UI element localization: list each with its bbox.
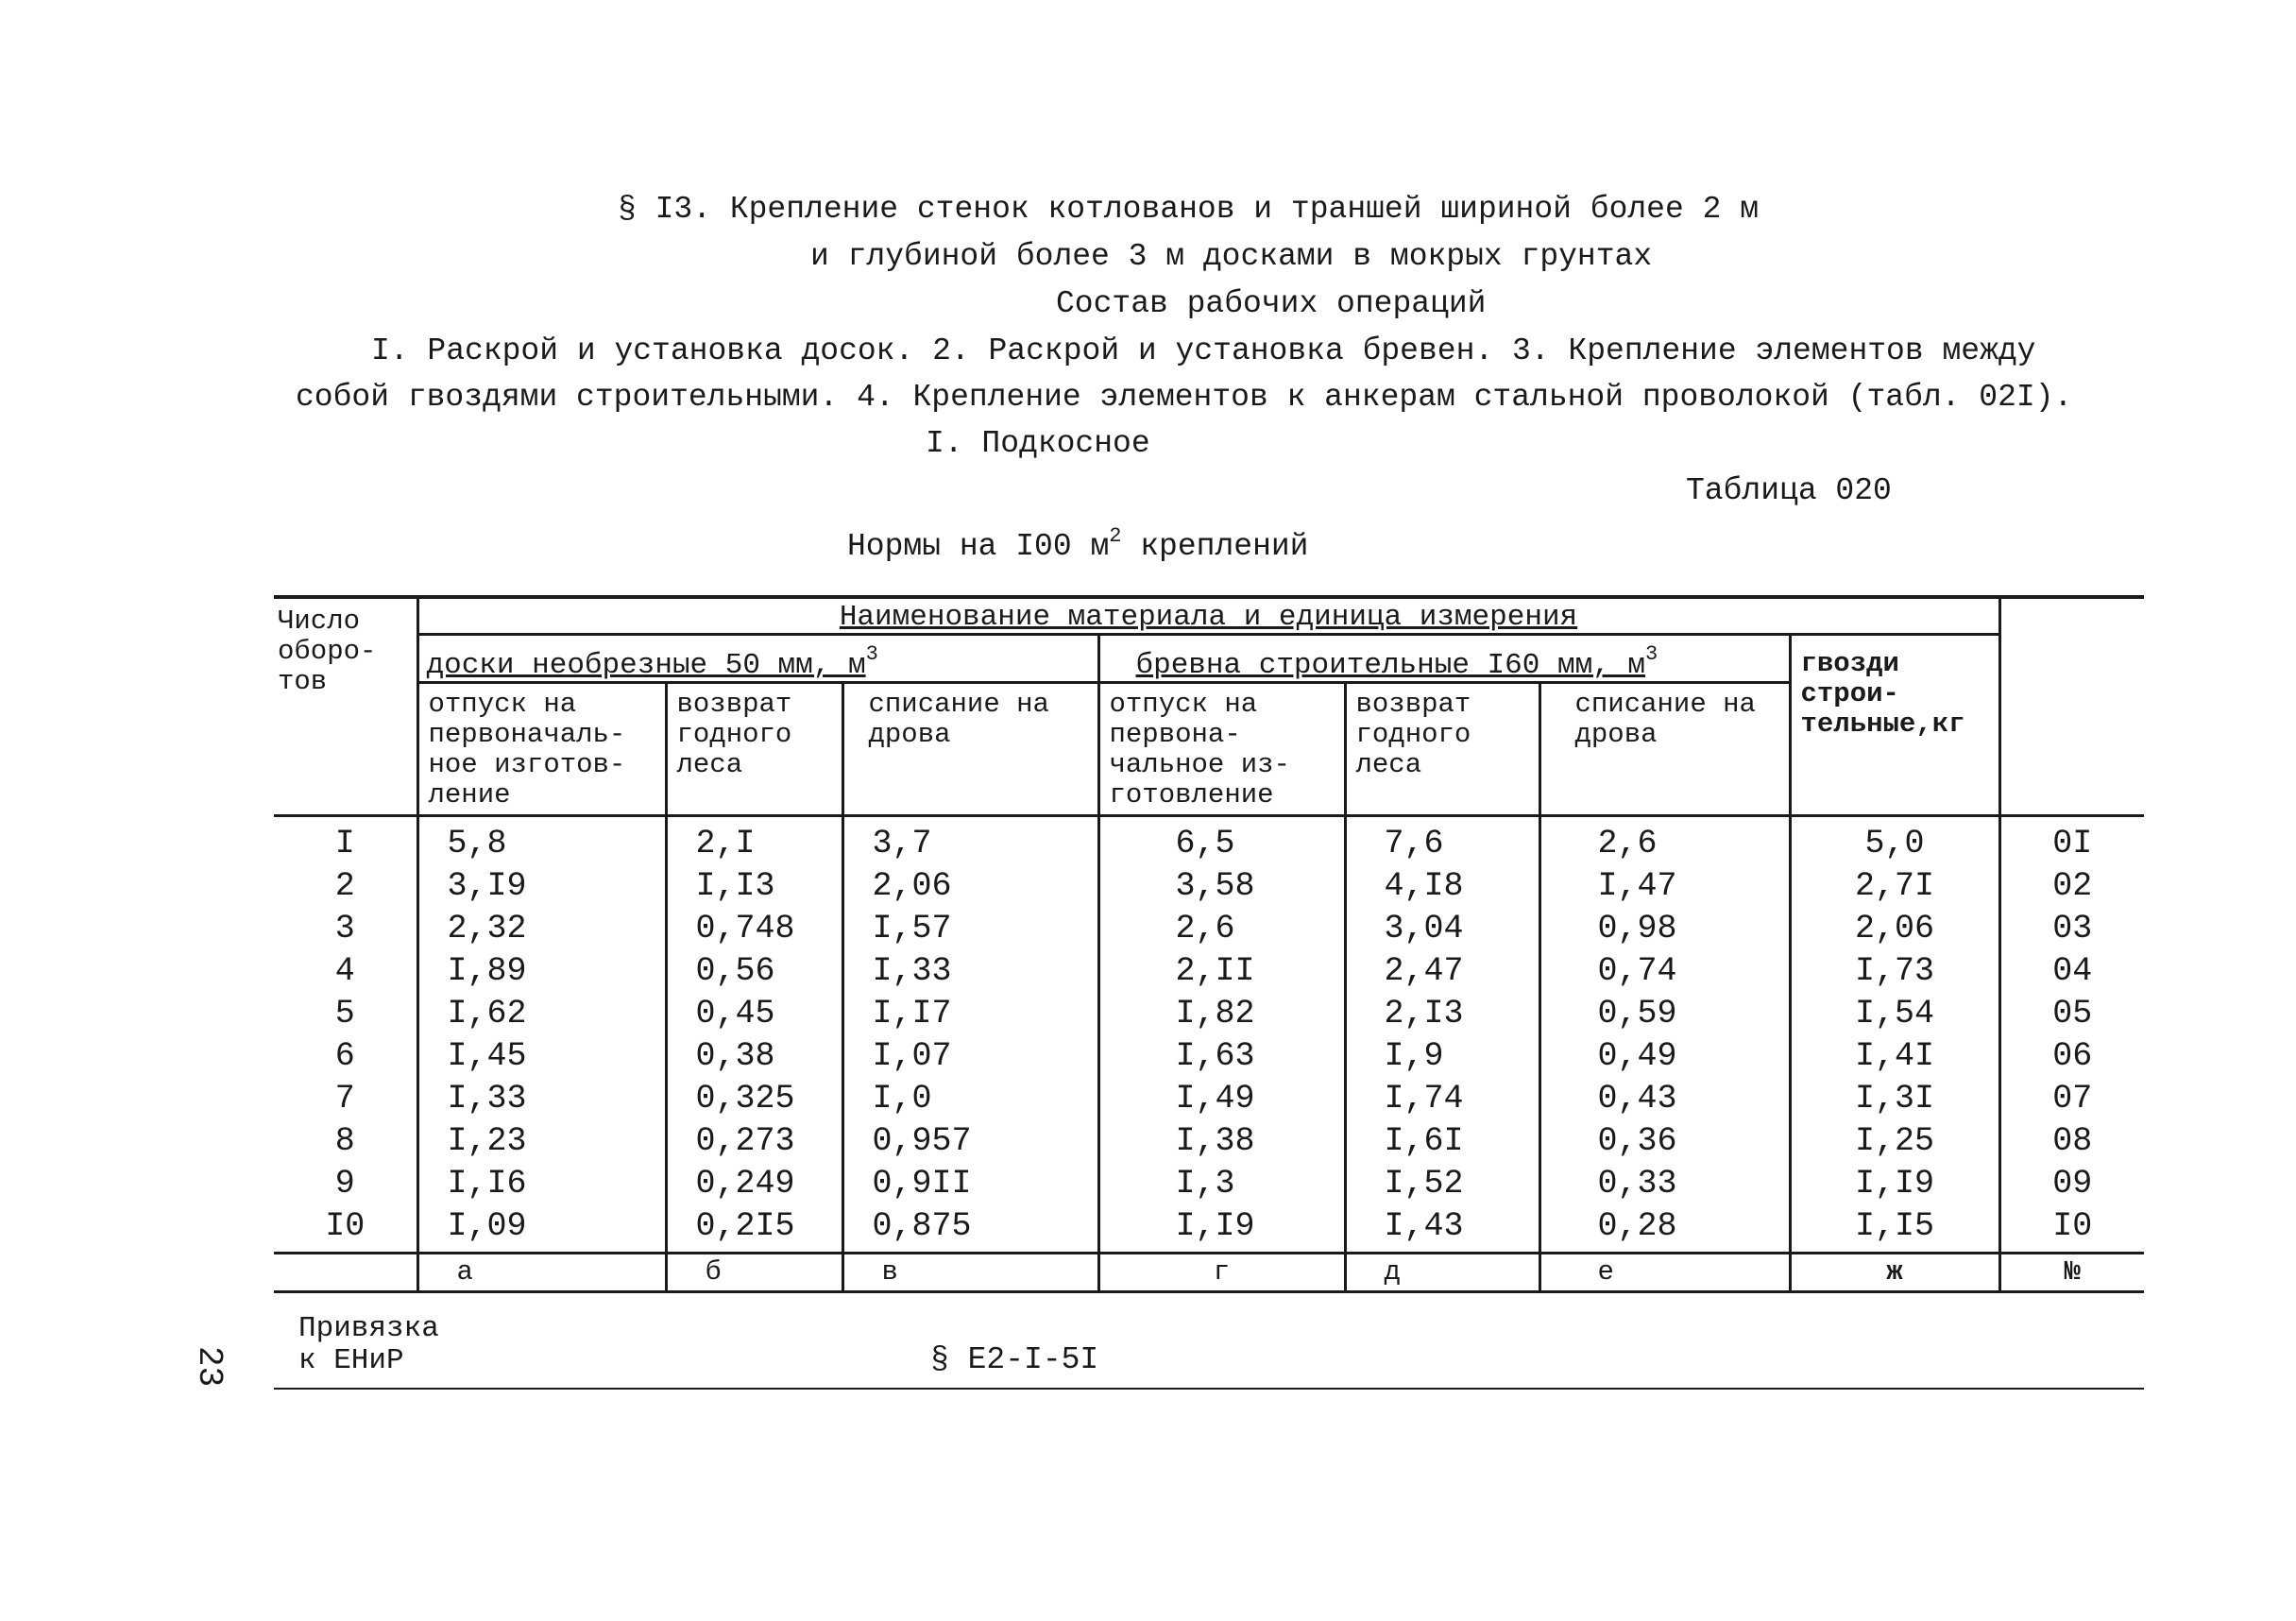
table-label: Таблица 020 xyxy=(1686,473,1892,508)
column-letter: № xyxy=(1999,1254,2144,1292)
cell-g: 2,II xyxy=(1098,950,1345,993)
table-row xyxy=(274,993,2144,1035)
header-writeoff-logs: списание на дрова xyxy=(1539,683,1790,816)
cell-zh: I,I9 xyxy=(1790,1163,1999,1205)
cell-g: I,49 xyxy=(1098,1078,1345,1120)
cell-code: 03 xyxy=(1999,908,2144,950)
cell-a: 3,I9 xyxy=(417,865,666,908)
cell-g: I,I9 xyxy=(1098,1205,1345,1254)
cell-g: I,38 xyxy=(1098,1120,1345,1163)
cell-b: 0,249 xyxy=(666,1163,842,1205)
column-letter: в xyxy=(842,1254,1098,1292)
column-letter: е xyxy=(1539,1254,1790,1292)
boards-group-exponent: 3 xyxy=(865,642,878,666)
cell-b: 0,325 xyxy=(666,1078,842,1120)
cell-d: 7,6 xyxy=(1345,816,1539,866)
cell-v: I,07 xyxy=(842,1035,1098,1078)
cell-d: 3,04 xyxy=(1345,908,1539,950)
cell-v: I,33 xyxy=(842,950,1098,993)
cell-v: I,57 xyxy=(842,908,1098,950)
header-code-empty xyxy=(1999,597,2144,816)
cell-e: I,47 xyxy=(1539,865,1790,908)
cell-code: 05 xyxy=(1999,993,2144,1035)
cell-e: 0,43 xyxy=(1539,1078,1790,1120)
cell-zh: I,4I xyxy=(1790,1035,1999,1078)
cell-turnovers: I0 xyxy=(325,1207,366,1245)
cell-zh: I,54 xyxy=(1790,993,1999,1035)
cell-v: 0,875 xyxy=(842,1205,1098,1254)
table-row xyxy=(274,1078,2144,1120)
cell-d: 2,47 xyxy=(1345,950,1539,993)
section-title: § I3. Крепление стенок котлованов и траншей шириной более 2 м xyxy=(618,192,1759,227)
table-row xyxy=(274,908,2144,950)
table-header xyxy=(274,597,2144,816)
header-material-text: Наименование материала и единица измерения xyxy=(839,601,1578,634)
cell-zh: I,I5 xyxy=(1790,1205,1999,1254)
cell-code: 04 xyxy=(1999,950,2144,993)
norms-caption-prefix: Нормы на I00 м xyxy=(847,529,1110,564)
column-letters-row xyxy=(274,1254,2144,1292)
cell-turnovers: 9 xyxy=(334,1165,355,1203)
cell-v: 0,957 xyxy=(842,1120,1098,1163)
cell-g: 6,5 xyxy=(1098,816,1345,866)
cell-b: 0,2I5 xyxy=(666,1205,842,1254)
table-row xyxy=(274,865,2144,908)
operations-text-line2: собой гвоздями строительными. 4. Крепление элементов к анкерам стальной проволокой (табл. 02I). xyxy=(296,380,2073,415)
footer-rule xyxy=(274,1388,2144,1390)
cell-b: I,I3 xyxy=(666,865,842,908)
cell-v: I,I7 xyxy=(842,993,1098,1035)
cell-code: 08 xyxy=(1999,1120,2144,1163)
table-body xyxy=(274,816,2144,1254)
header-logs-group xyxy=(1098,635,1790,683)
cell-a: I,23 xyxy=(417,1120,666,1163)
cell-d: 2,I3 xyxy=(1345,993,1539,1035)
cell-a: 5,8 xyxy=(417,816,666,866)
operations-text-line1: I. Раскрой и установка досок. 2. Раскрой и установка бревен. 3. Крепление элементов между xyxy=(371,333,2036,368)
cell-v: 3,7 xyxy=(842,816,1098,866)
header-release-boards: отпуск на первоначаль-ное изготов-ление xyxy=(417,683,666,816)
cell-turnovers: 3 xyxy=(334,910,355,947)
cell-b: 2,I xyxy=(666,816,842,866)
header-turnover-count: Число оборо-тов xyxy=(274,597,417,816)
norms-caption xyxy=(847,518,1309,566)
enir-reference: § Е2-I-5I xyxy=(930,1342,1099,1377)
subsection-title: I. Подкосное xyxy=(926,426,1150,461)
cell-e: 0,49 xyxy=(1539,1035,1790,1078)
cell-d: I,6I xyxy=(1345,1120,1539,1163)
cell-e: 0,33 xyxy=(1539,1163,1790,1205)
norms-caption-suffix: креплений xyxy=(1121,529,1309,564)
cell-a: I,09 xyxy=(417,1205,666,1254)
table-row xyxy=(274,816,2144,866)
cell-turnovers: I xyxy=(334,825,355,862)
letter-blank xyxy=(274,1254,417,1292)
cell-e: 0,28 xyxy=(1539,1205,1790,1254)
norms-caption-exponent: 2 xyxy=(1109,524,1122,548)
cell-d: 4,I8 xyxy=(1345,865,1539,908)
cell-e: 0,59 xyxy=(1539,993,1790,1035)
header-return-boards: возврат годного леса xyxy=(666,683,842,816)
logs-group-text: бревна строительные I60 мм, м xyxy=(1135,649,1645,682)
cell-v: 2,06 xyxy=(842,865,1098,908)
cell-code: I0 xyxy=(1999,1205,2144,1254)
cell-turnovers: 4 xyxy=(334,952,355,990)
cell-zh: 2,06 xyxy=(1790,908,1999,950)
cell-code: 02 xyxy=(1999,865,2144,908)
cell-b: 0,56 xyxy=(666,950,842,993)
cell-d: I,43 xyxy=(1345,1205,1539,1254)
cell-b: 0,273 xyxy=(666,1120,842,1163)
column-letter: ж xyxy=(1790,1254,1999,1292)
cell-e: 0,74 xyxy=(1539,950,1790,993)
cell-code: 07 xyxy=(1999,1078,2144,1120)
cell-g: 3,58 xyxy=(1098,865,1345,908)
cell-a: I,I6 xyxy=(417,1163,666,1205)
binding-label-line2: к ЕНиР xyxy=(298,1344,404,1377)
cell-d: I,9 xyxy=(1345,1035,1539,1078)
cell-code: 09 xyxy=(1999,1163,2144,1205)
table-row xyxy=(274,1120,2144,1163)
page-number: 23 xyxy=(190,1346,229,1388)
cell-code: 06 xyxy=(1999,1035,2144,1078)
binding-label-line1: Привязка xyxy=(298,1312,439,1345)
cell-b: 0,45 xyxy=(666,993,842,1035)
header-boards-group xyxy=(417,635,1098,683)
cell-g: 2,6 xyxy=(1098,908,1345,950)
operations-title: Состав рабочих операций xyxy=(1056,286,1487,321)
column-letter: г xyxy=(1098,1254,1345,1292)
cell-turnovers: 6 xyxy=(334,1037,355,1075)
column-letter: д xyxy=(1345,1254,1539,1292)
cell-a: 2,32 xyxy=(417,908,666,950)
logs-group-exponent: 3 xyxy=(1645,642,1658,666)
cell-turnovers: 7 xyxy=(334,1080,355,1118)
cell-a: I,89 xyxy=(417,950,666,993)
cell-e: 0,98 xyxy=(1539,908,1790,950)
cell-e: 2,6 xyxy=(1539,816,1790,866)
cell-b: 0,38 xyxy=(666,1035,842,1078)
cell-zh: 5,0 xyxy=(1790,816,1999,866)
cell-zh: I,73 xyxy=(1790,950,1999,993)
section-title-continued: и глубиной более 3 м досками в мокрых грунтах xyxy=(810,239,1653,274)
table-row xyxy=(274,950,2144,993)
cell-g: I,3 xyxy=(1098,1163,1345,1205)
column-letter: б xyxy=(666,1254,842,1292)
cell-turnovers: 2 xyxy=(334,867,355,905)
header-release-logs: отпуск на первона-чальное из-готовление xyxy=(1098,683,1345,816)
cell-a: I,62 xyxy=(417,993,666,1035)
header-writeoff-boards: списание на дрова xyxy=(842,683,1098,816)
cell-g: I,82 xyxy=(1098,993,1345,1035)
table-row xyxy=(274,1205,2144,1254)
cell-e: 0,36 xyxy=(1539,1120,1790,1163)
boards-group-text: доски необрезные 50 мм, м xyxy=(426,649,866,682)
cell-b: 0,748 xyxy=(666,908,842,950)
cell-d: I,74 xyxy=(1345,1078,1539,1120)
cell-zh: I,3I xyxy=(1790,1078,1999,1120)
table-row xyxy=(274,1035,2144,1078)
header-nails: гвозди строи-тельные,кг xyxy=(1790,635,1999,816)
table-row xyxy=(274,1163,2144,1205)
cell-code: 0I xyxy=(1999,816,2144,866)
header-return-logs: возврат годного леса xyxy=(1345,683,1539,816)
column-letters xyxy=(274,1254,2144,1292)
header-material xyxy=(417,597,1999,635)
cell-zh: 2,7I xyxy=(1790,865,1999,908)
cell-turnovers: 5 xyxy=(334,995,355,1032)
cell-v: 0,9II xyxy=(842,1163,1098,1205)
cell-v: I,0 xyxy=(842,1078,1098,1120)
cell-turnovers: 8 xyxy=(334,1122,355,1160)
cell-a: I,45 xyxy=(417,1035,666,1078)
norms-table xyxy=(274,595,2144,1293)
cell-d: I,52 xyxy=(1345,1163,1539,1205)
column-letter: а xyxy=(417,1254,666,1292)
cell-zh: I,25 xyxy=(1790,1120,1999,1163)
cell-a: I,33 xyxy=(417,1078,666,1120)
cell-g: I,63 xyxy=(1098,1035,1345,1078)
